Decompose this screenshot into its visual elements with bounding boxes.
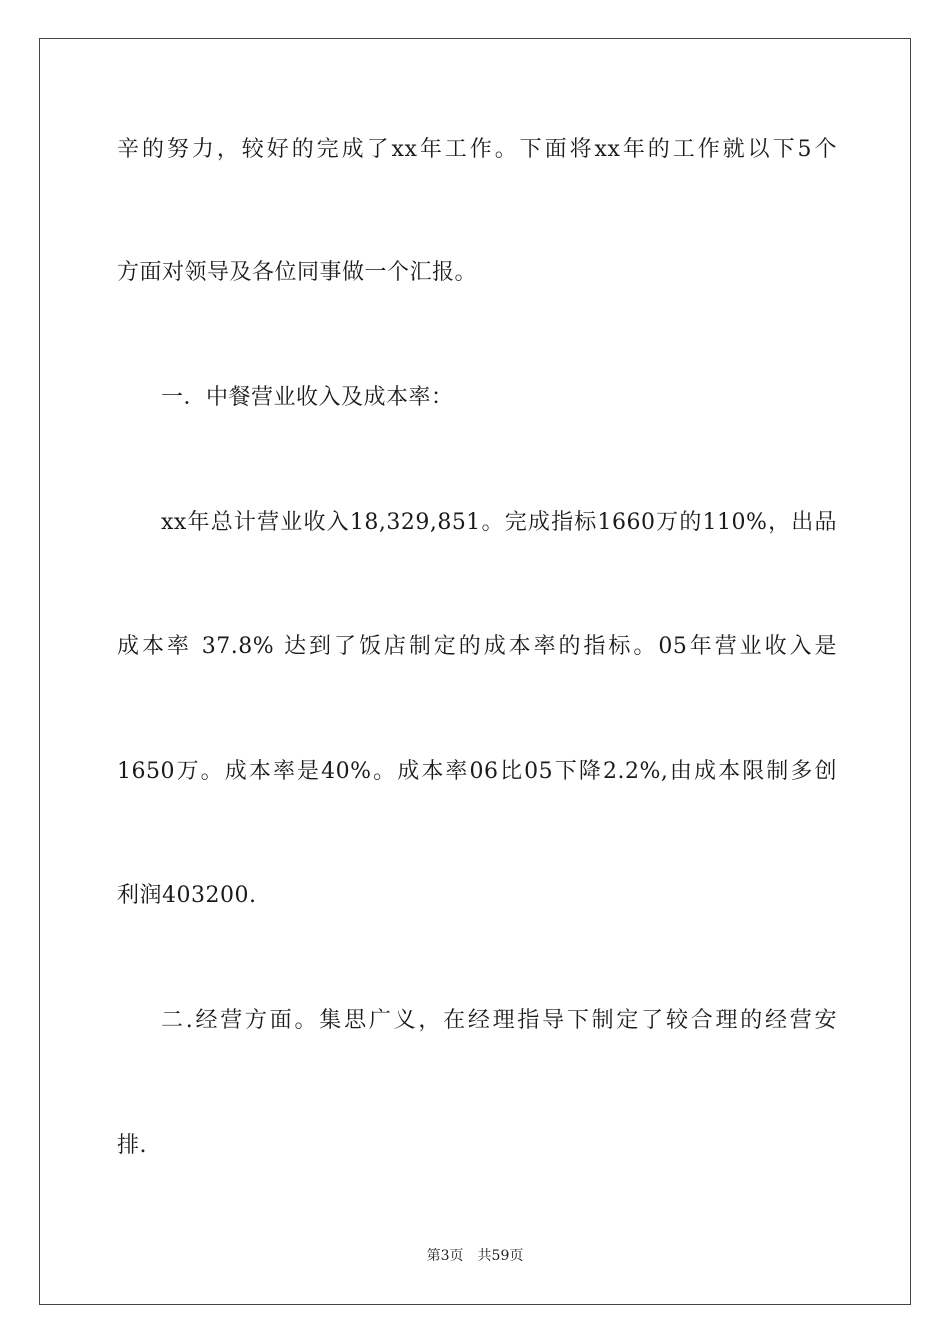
total-pages: 共59页 [477,1248,524,1264]
body-text-line: 排. [117,1133,147,1158]
body-text-line: 利润403200. [117,883,257,908]
page-footer [0,1246,950,1266]
body-text-line: 方面对领导及各位同事做一个汇报。 [117,260,478,285]
body-text-line: 成本率 37.8% 达到了饭店制定的成本率的指标。05年营业收入是 [117,634,837,659]
body-text-line: xx年总计营业收入18,329,851。完成指标1660万的110%，出品 [161,510,837,535]
body-text-line: 辛的努力，较好的完成了xx年工作。下面将xx年的工作就以下5个 [117,137,837,162]
body-text-line: 1650万。成本率是40%。成本率06比05下降2.2%,由成本限制多创 [117,759,837,784]
section-heading: 二.经营方面。集思广义，在经理指导下制定了较合理的经营安 [161,1008,837,1033]
page-number: 第3页 [426,1248,464,1264]
page-border [39,38,911,1305]
section-heading: 一．中餐营业收入及成本率： [161,385,454,410]
